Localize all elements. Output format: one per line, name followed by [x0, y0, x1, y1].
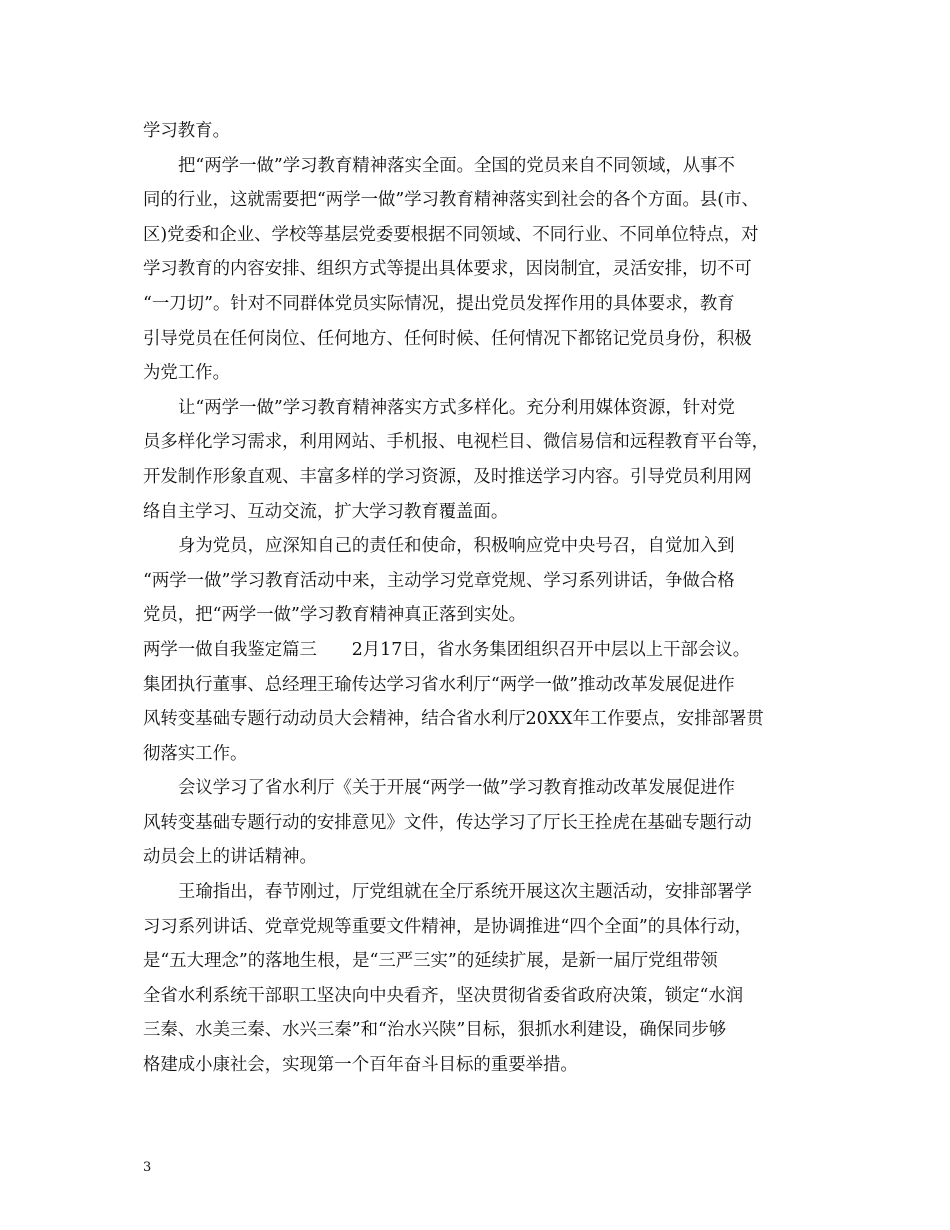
text-line: 把“两学一做”学习教育精神落实全面。全国的党员来自不同领域，从事不 [178, 155, 735, 176]
text-line: 是“五大理念”的落地生根，是“三严三实”的延续扩展，是新一届厅党组带领 [143, 951, 718, 972]
text-line: 学习教育。 [143, 121, 230, 141]
text-line: 风转变基础专题行动动员大会精神，结合省水利厅20XX年工作要点，安排部署贯 [143, 709, 764, 730]
text-line: 风转变基础专题行动的安排意见》文件，传达学习了厅长王拴虎在基础专题行动 [143, 812, 752, 833]
text-line: 习习系列讲话、党章党规等重要文件精神，是协调推进“四个全面”的具体行动， [143, 916, 753, 937]
document-body [143, 114, 823, 1083]
text-line: “一刀切”。针对不同群体党员实际情况，提出党员发挥作用的具体要求，教育 [143, 293, 735, 314]
text-line: 两学一做自我鉴定篇三 2月17日，省水务集团组织召开中层以上干部会议。 [143, 639, 751, 660]
text-line: 让“两学一做”学习教育精神落实方式多样化。充分利用媒体资源，针对党 [178, 397, 735, 418]
text-line: 区)党委和企业、学校等基层党委要根据不同领域、不同行业、不同单位特点，对 [143, 224, 759, 245]
text-line: 同的行业，这就需要把“两学一做”学习教育精神落实到社会的各个方面。县(市、 [143, 190, 759, 211]
text-line: 学习教育的内容安排、组织方式等提出具体要求，因岗制宜，灵活安排，切不可 [143, 259, 752, 280]
text-line: 开发制作形象直观、丰富多样的学习资源，及时推送学习内容。引导党员利用网 [143, 466, 752, 487]
text-line: 会议学习了省水利厅《关于开展“两学一做”学习教育推动改革发展促进作 [178, 778, 735, 799]
text-line: 员多样化学习需求，利用网站、手机报、电视栏目、微信易信和远程教育平台等， [143, 432, 770, 453]
text-line: 引导党员在任何岗位、任何地方、任何时候、任何情况下都铭记党员身份，积极 [143, 328, 752, 349]
text-line: 全省水利系统干部职工坚决向中央看齐，坚决贯彻省委省政府决策，锁定“水润 [143, 985, 744, 1006]
text-line: 王瑜指出，春节刚过，厅党组就在全厅系统开展这次主题活动，安排部署学 [178, 882, 752, 903]
text-line: 络自主学习、互动交流，扩大学习教育覆盖面。 [143, 501, 509, 522]
text-line: 格建成小康社会，实现第一个百年奋斗目标的重要举措。 [143, 1055, 578, 1076]
text-line: “两学一做”学习教育活动中来，主动学习党章党规、学习系列讲话，争做合格 [143, 570, 735, 591]
text-line: 彻落实工作。 [143, 743, 248, 764]
text-line: 集团执行董事、总经理王瑜传达学习省水利厅“两学一做”推动改革发展促进作 [143, 674, 735, 695]
text-line: 身为党员，应深知自己的责任和使命，积极响应党中央号召，自觉加入到 [178, 536, 735, 557]
text-line: 动员会上的讲话精神。 [143, 847, 317, 868]
page-number: 3 [143, 1160, 152, 1175]
text-line: 三秦、水美三秦、水兴三秦”和“治水兴陕”目标，狠抓水利建设，确保同步够 [143, 1020, 727, 1041]
text-line: 党员，把“两学一做”学习教育精神真正落到实处。 [143, 605, 526, 626]
text-line: 为党工作。 [143, 363, 230, 384]
